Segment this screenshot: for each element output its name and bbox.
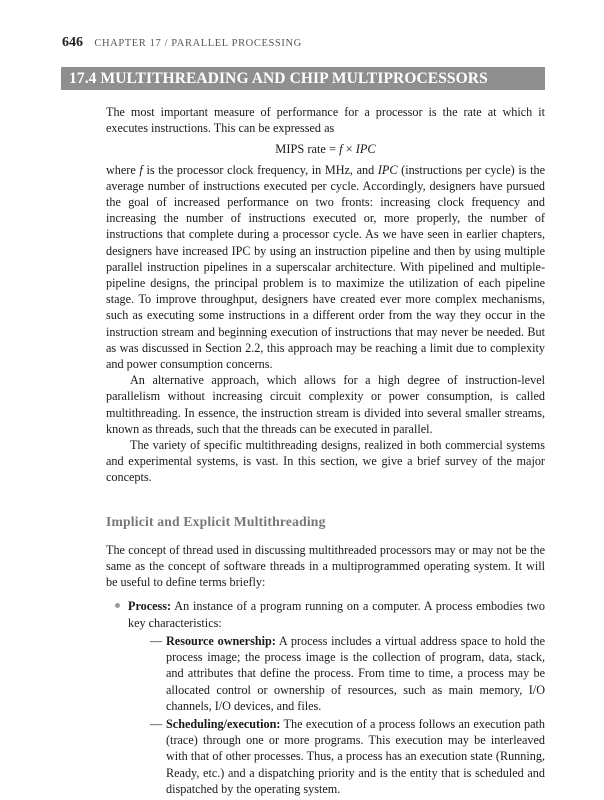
resource-ownership-text: A process includes a virtual address space to hold the process image; the process image is the collection of program, data, stack, and attributes that define the process. From time to time, a process may be allocated control or ownership of resources, such as main memory, I/O channels, I/O devices, and files. — [166, 633, 545, 713]
scheduling-execution-text: The execution of a process follows an execution path (trace) through one or more programs. This execution may be interleaved with that of other processes. Thus, a process has an execution state (Running, Ready, etc.) and a dispatching priority and is the entity that is scheduled and dispatched by the operating system. — [166, 716, 545, 796]
multithreading-paragraph: An alternative approach, which allows for a high degree of instruction-level parallelism without increasing circuit complexity or power consumption, is called multithreading. In essence, the instruction stream is divided into several smaller streams, known as threads, such that the threads can be executed in parallel. — [106, 373, 545, 436]
equation-f: f — [339, 142, 343, 157]
where-mid: is the processor clock frequency, in MHz, and — [142, 162, 378, 177]
bullet-dot-icon — [115, 603, 120, 608]
equation-lhs: MIPS rate = — [275, 142, 340, 157]
dash-marker: — — [150, 633, 163, 648]
equation-times: × — [342, 142, 356, 157]
process-bullet — [128, 598, 545, 796]
where-paragraph — [106, 162, 545, 373]
where-f: f — [139, 162, 143, 177]
equation-ipc: IPC — [355, 142, 376, 157]
running-header — [62, 34, 302, 51]
resource-ownership-term: Resource ownership: — [166, 633, 276, 648]
intro-paragraph: The most important measure of performance for a processor is the rate at which it executes instructions. This can be expressed as — [106, 105, 545, 136]
resource-ownership-item — [150, 633, 545, 714]
where-lead: where — [106, 162, 140, 177]
scheduling-execution-item — [150, 716, 545, 797]
page-number: 646 — [62, 35, 83, 50]
body-text — [106, 104, 545, 797]
mips-equation — [106, 141, 545, 157]
section-heading-bar — [61, 67, 545, 90]
process-definition: An instance of a program running on a computer. A process embodies two key characteristics: — [128, 599, 545, 630]
survey-paragraph: The variety of specific multithreading designs, realized in both commercial systems and experimental systems, is vast. In this section, we give a brief survey of the major concepts. — [106, 438, 545, 485]
scheduling-execution-term: Scheduling/execution: — [166, 716, 281, 731]
where-ipc: IPC — [377, 162, 398, 177]
subsection-intro: The concept of thread used in discussing multithreaded processors may or may not be the same as the concept of software threads in a multiprogrammed operating system. It will be useful to define terms briefly: — [106, 542, 545, 590]
where-rest: (instructions per cycle) is the average number of instructions executed per cycle. Accordingly, designers have pursued the goal of increased performance on two fronts: increasing clock frequency and increasing the number of instructions executed or, more properly, the number of instructions that complete during a processor cycle. As we have seen in earlier chapters, designers have increased IPC by using an instruction pipeline and then by using multiple parallel instruction pipelines in a superscalar architecture. With pipelined and multiple-pipeline designs, the principal problem is to maximize the utilization of each pipeline stage. To improve throughput, designers have created ever more complex mechanisms, such as executing some instructions in a different order from the way they occur in the instruction stream and beginning execution of instructions that may never be needed. But as was discussed in Section 2.2, this approach may be reaching a limit due to complexity and power consumption concerns. — [106, 162, 545, 372]
section-title: 17.4 MULTITHREADING AND CHIP MULTIPROCESSORS — [69, 70, 488, 87]
subsection-title: Implicit and Explicit Multithreading — [106, 513, 326, 529]
process-term: Process: — [128, 599, 172, 614]
dash-marker: — — [150, 716, 163, 731]
chapter-title: CHAPTER 17 / PARALLEL PROCESSING — [94, 38, 302, 49]
